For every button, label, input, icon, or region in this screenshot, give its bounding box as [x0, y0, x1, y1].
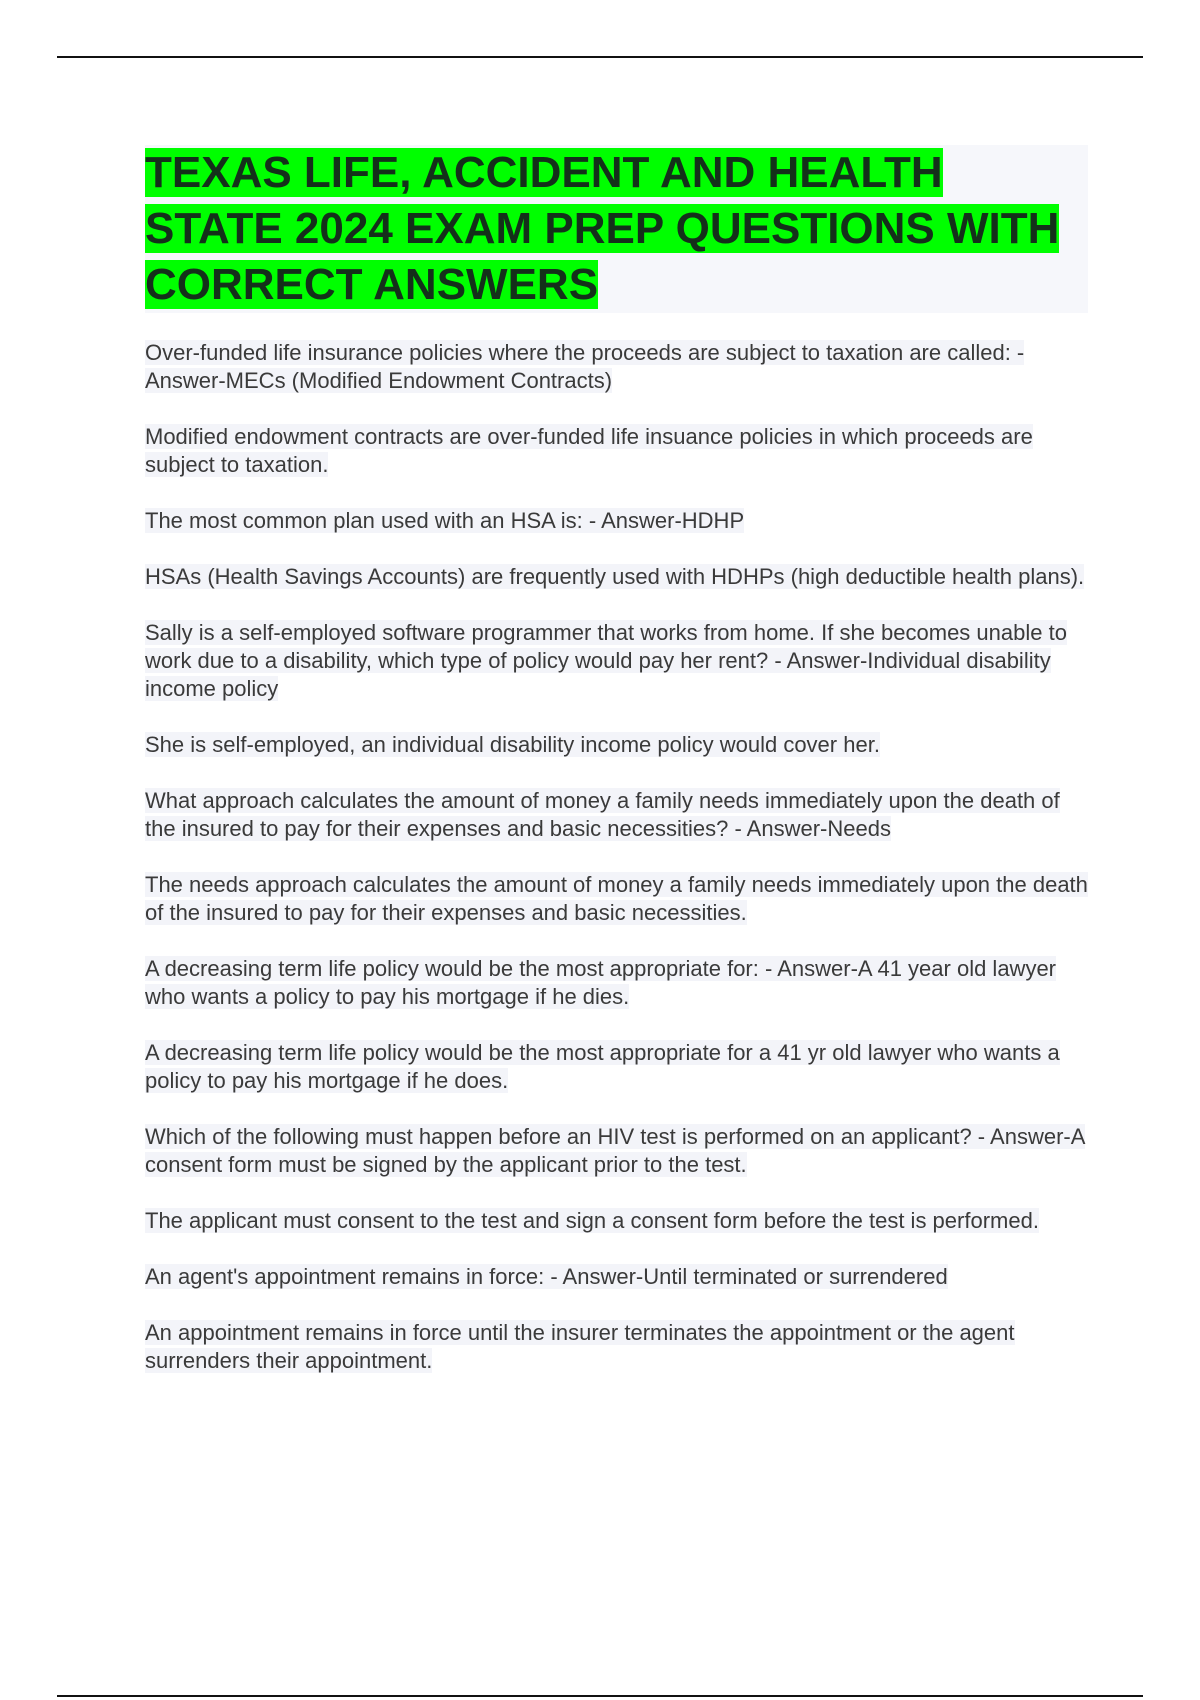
paragraph-q7: An agent's appointment remains in force: - Answer-Until terminated or surrendered	[145, 1264, 948, 1289]
paragraph-a1: Modified endowment contracts are over-funded life insuance policies in which proceeds are subject to taxation.	[145, 424, 1033, 477]
title-block	[145, 145, 1088, 313]
document-title	[145, 145, 1088, 313]
paragraph-a3: She is self-employed, an individual disability income policy would cover her.	[145, 732, 880, 757]
paragraph-a6: The applicant must consent to the test and sign a consent form before the test is performed.	[145, 1208, 1039, 1233]
paragraph-q5: A decreasing term life policy would be the most appropriate for: - Answer-A 41 year old lawyer who wants a policy to pay his mortgage if he dies.	[145, 956, 1057, 1009]
header-rule	[57, 56, 1143, 58]
paragraph-q3: Sally is a self-employed software programmer that works from home. If she becomes unable to work due to a disability, which type of policy would pay her rent? - Answer-Individual disability income policy	[145, 620, 1067, 701]
paragraph-a4: The needs approach calculates the amount of money a family needs immediately upon the death of the insured to pay for their expenses and basic necessities.	[145, 872, 1088, 925]
paragraph-a7: An appointment remains in force until the insurer terminates the appointment or the agent surrenders their appointment.	[145, 1320, 1015, 1373]
paragraph-q2: The most common plan used with an HSA is: - Answer-HDHP	[145, 508, 745, 533]
paragraph-q6: Which of the following must happen before an HIV test is performed on an applicant? - Answer-A consent form must be signed by the applicant prior to the test.	[145, 1124, 1086, 1177]
paragraph-a5: A decreasing term life policy would be the most appropriate for a 41 yr old lawyer who wants a policy to pay his mortgage if he does.	[145, 1040, 1060, 1093]
document-title-text: TEXAS LIFE, ACCIDENT AND HEALTH STATE 2024 EXAM PREP QUESTIONS WITH CORRECT ANSWERS	[145, 148, 1060, 309]
paragraph-a2: HSAs (Health Savings Accounts) are frequently used with HDHPs (high deductible health plans).	[145, 564, 1085, 589]
paragraph-q4: What approach calculates the amount of money a family needs immediately upon the death of the insured to pay for their expenses and basic necessities? - Answer-Needs	[145, 788, 1060, 841]
paragraph-q1: Over-funded life insurance policies where the proceeds are subject to taxation are called: - Answer-MECs (Modified Endowment Contracts)	[145, 340, 1025, 393]
document-body	[145, 145, 1088, 1403]
footer-rule	[57, 1695, 1143, 1697]
